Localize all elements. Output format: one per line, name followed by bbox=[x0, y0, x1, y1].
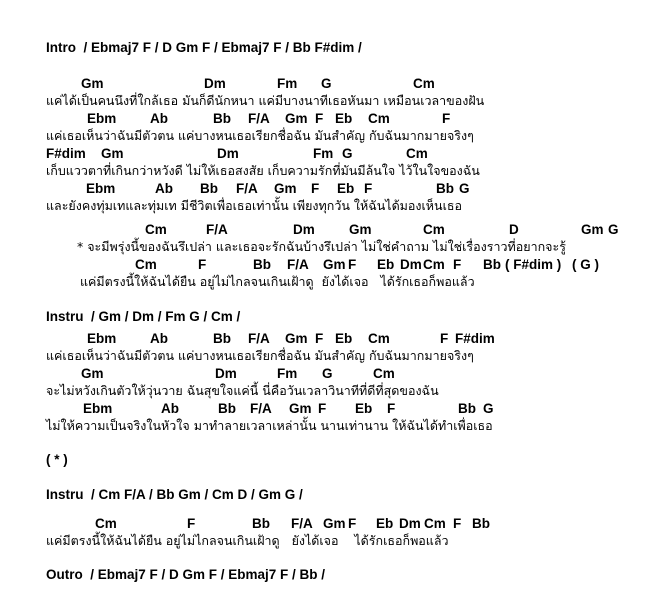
chord: F/A bbox=[236, 181, 258, 196]
chord: F bbox=[318, 401, 327, 416]
chord: Cm bbox=[413, 76, 435, 91]
chord: F bbox=[315, 111, 324, 126]
chord: G bbox=[322, 366, 333, 381]
chord: Ebm bbox=[83, 401, 113, 416]
instru-line: Instru / Cm F/A / Bb Gm / Cm D / Gm G / bbox=[46, 487, 303, 502]
chord: G bbox=[608, 222, 619, 237]
chord: Cm bbox=[406, 146, 428, 161]
chord: F/A bbox=[287, 257, 309, 272]
chord: Eb bbox=[355, 401, 373, 416]
chord: Cm bbox=[424, 516, 446, 531]
chord: Bb bbox=[218, 401, 236, 416]
lyric-line: แค่ได้เป็นคนนึงที่ใกล้เธอ มันก็ดีนักหนา แค่มีบางนาทีเธอหันมา เหมือนเวลาของฝัน bbox=[46, 93, 485, 108]
chord: Gm bbox=[285, 111, 308, 126]
chord: Ebm bbox=[87, 111, 117, 126]
chord-line bbox=[0, 257, 666, 273]
outro-line: Outro / Ebmaj7 F / D Gm F / Ebmaj7 F / Bb / bbox=[46, 567, 326, 582]
chord-line bbox=[0, 366, 666, 382]
chord: F bbox=[442, 111, 451, 126]
chord: Gm bbox=[323, 516, 346, 531]
chord: Cm bbox=[368, 111, 390, 126]
chord: Gm bbox=[581, 222, 604, 237]
chord: F bbox=[364, 181, 373, 196]
chord: Cm bbox=[135, 257, 157, 272]
chord: Ab bbox=[161, 401, 179, 416]
chord-line bbox=[0, 76, 666, 92]
chord: Ebm bbox=[87, 331, 117, 346]
chord: Bb bbox=[472, 516, 490, 531]
chord: F bbox=[453, 257, 462, 272]
instru-line: Instru / Gm / Dm / Fm G / Cm / bbox=[46, 309, 241, 324]
chord: Fm bbox=[277, 366, 298, 381]
chord: Eb bbox=[377, 257, 395, 272]
chord: G bbox=[483, 401, 494, 416]
chord: Bb bbox=[436, 181, 454, 196]
chord-line bbox=[0, 111, 666, 127]
chord: Dm bbox=[400, 257, 422, 272]
chord: Bb bbox=[200, 181, 218, 196]
chord-line bbox=[0, 516, 666, 532]
lyric-line: แค่เธอเห็นว่าฉันมีตัวตน แค่บางหนเธอเรียกชื่อฉัน มันสำคัญ กับฉันมากมายจริงๆ bbox=[46, 348, 474, 363]
chord: F/A bbox=[291, 516, 313, 531]
chord: Fm bbox=[313, 146, 334, 161]
chord-line bbox=[0, 181, 666, 197]
intro-line: Intro / Ebmaj7 F / D Gm F / Ebmaj7 F / Bb F#dim / bbox=[46, 40, 362, 55]
lyric-line: ไม่ให้ความเป็นจริงในหัวใจ มาทำลายเวลาเหล่านั้น นานเท่านาน ให้ฉันได้ทำเพื่อเธอ bbox=[46, 418, 493, 433]
chord: Dm bbox=[215, 366, 237, 381]
lyric-line: แค่มีตรงนี้ให้ฉันได้ยืน อยู่ไม่ไกลจนเกินเฝ้าดู ยังได้เจอ ได้รักเธอก็พอแล้ว bbox=[46, 533, 449, 548]
chord: F#dim bbox=[46, 146, 86, 161]
chord: Bb bbox=[213, 111, 231, 126]
chord: Bb bbox=[458, 401, 476, 416]
chord: F bbox=[348, 257, 357, 272]
chord: Gm bbox=[285, 331, 308, 346]
chord: ( F#dim ) bbox=[505, 257, 562, 272]
chord: Gm bbox=[289, 401, 312, 416]
chord: G bbox=[342, 146, 353, 161]
chord: Bb bbox=[213, 331, 231, 346]
chord: F bbox=[440, 331, 449, 346]
chord: F bbox=[311, 181, 320, 196]
chord: F#dim bbox=[455, 331, 495, 346]
chord: Eb bbox=[376, 516, 394, 531]
chord: Gm bbox=[323, 257, 346, 272]
chord: Cm bbox=[145, 222, 167, 237]
chord: Ab bbox=[150, 331, 168, 346]
chord: Ab bbox=[155, 181, 173, 196]
chord: Eb bbox=[335, 331, 353, 346]
chord: Gm bbox=[349, 222, 372, 237]
chord-line bbox=[0, 146, 666, 162]
chord: Gm bbox=[81, 76, 104, 91]
chord: ( G ) bbox=[572, 257, 599, 272]
chord: Dm bbox=[217, 146, 239, 161]
chord: Gm bbox=[101, 146, 124, 161]
chord-line bbox=[0, 401, 666, 417]
chord-line bbox=[0, 331, 666, 347]
chord-line bbox=[0, 222, 666, 238]
chord: Dm bbox=[399, 516, 421, 531]
lyric-line: แค่มีตรงนี้ให้ฉันได้ยืน อยู่ไม่ไกลจนเกินเฝ้าดู ยังได้เจอ ได้รักเธอก็พอแล้ว bbox=[80, 274, 475, 289]
chord: D bbox=[509, 222, 519, 237]
chord: Cm bbox=[373, 366, 395, 381]
chord: Gm bbox=[274, 181, 297, 196]
chord: Ab bbox=[150, 111, 168, 126]
chord: F bbox=[453, 516, 462, 531]
chord: Eb bbox=[335, 111, 353, 126]
chord: F bbox=[198, 257, 207, 272]
chord: Ebm bbox=[86, 181, 116, 196]
chord: Cm bbox=[423, 222, 445, 237]
chord: F bbox=[348, 516, 357, 531]
chord: Bb bbox=[252, 516, 270, 531]
chord: F/A bbox=[206, 222, 228, 237]
lyric-line: แค่เธอเห็นว่าฉันมีตัวตน แค่บางหนเธอเรียกชื่อฉัน มันสำคัญ กับฉันมากมายจริงๆ bbox=[46, 128, 474, 143]
lyric-line: จะไม่หวังเกินตัวให้วุ่นวาย ฉันสุขใจแค่นี้ นี่คือวันเวลาวินาทีที่ดีที่สุดของฉัน bbox=[46, 383, 439, 398]
chord: Cm bbox=[95, 516, 117, 531]
repeat-chorus-line: ( * ) bbox=[46, 452, 68, 467]
chord: F/A bbox=[248, 331, 270, 346]
chord: Gm bbox=[81, 366, 104, 381]
chord: G bbox=[459, 181, 470, 196]
chord: Dm bbox=[293, 222, 315, 237]
chord: Cm bbox=[368, 331, 390, 346]
chord: Bb bbox=[253, 257, 271, 272]
chord: F bbox=[187, 516, 196, 531]
lyric-line: เก็บแววตาที่เกินกว่าหวังดี ไม่ให้เธอสงสัย เก็บความรักที่มันมีล้นใจ ไว้ในใจของฉัน bbox=[46, 163, 480, 178]
chord: Cm bbox=[423, 257, 445, 272]
lyric-line: * จะมีพรุ่งนี้ของฉันรึเปล่า และเธอจะรักฉันบ้างรึเปล่า ไม่ใช่คำถาม ไม่ใช่เรื่องราวที่อยากจะรู้ bbox=[77, 239, 566, 254]
chord: F bbox=[387, 401, 396, 416]
chord: F/A bbox=[250, 401, 272, 416]
chord: Dm bbox=[204, 76, 226, 91]
chord: Eb bbox=[337, 181, 355, 196]
chord: Fm bbox=[277, 76, 298, 91]
chord: F bbox=[315, 331, 324, 346]
chord: Bb bbox=[483, 257, 501, 272]
lyric-line: และยังคงทุ่มเทและทุ่มเท มีชีวิตเพื่อเธอเท่านั้น เพียงทุกวัน ให้ฉันได้มองเห็นเธอ bbox=[46, 198, 463, 213]
chord: G bbox=[321, 76, 332, 91]
chord: F/A bbox=[248, 111, 270, 126]
